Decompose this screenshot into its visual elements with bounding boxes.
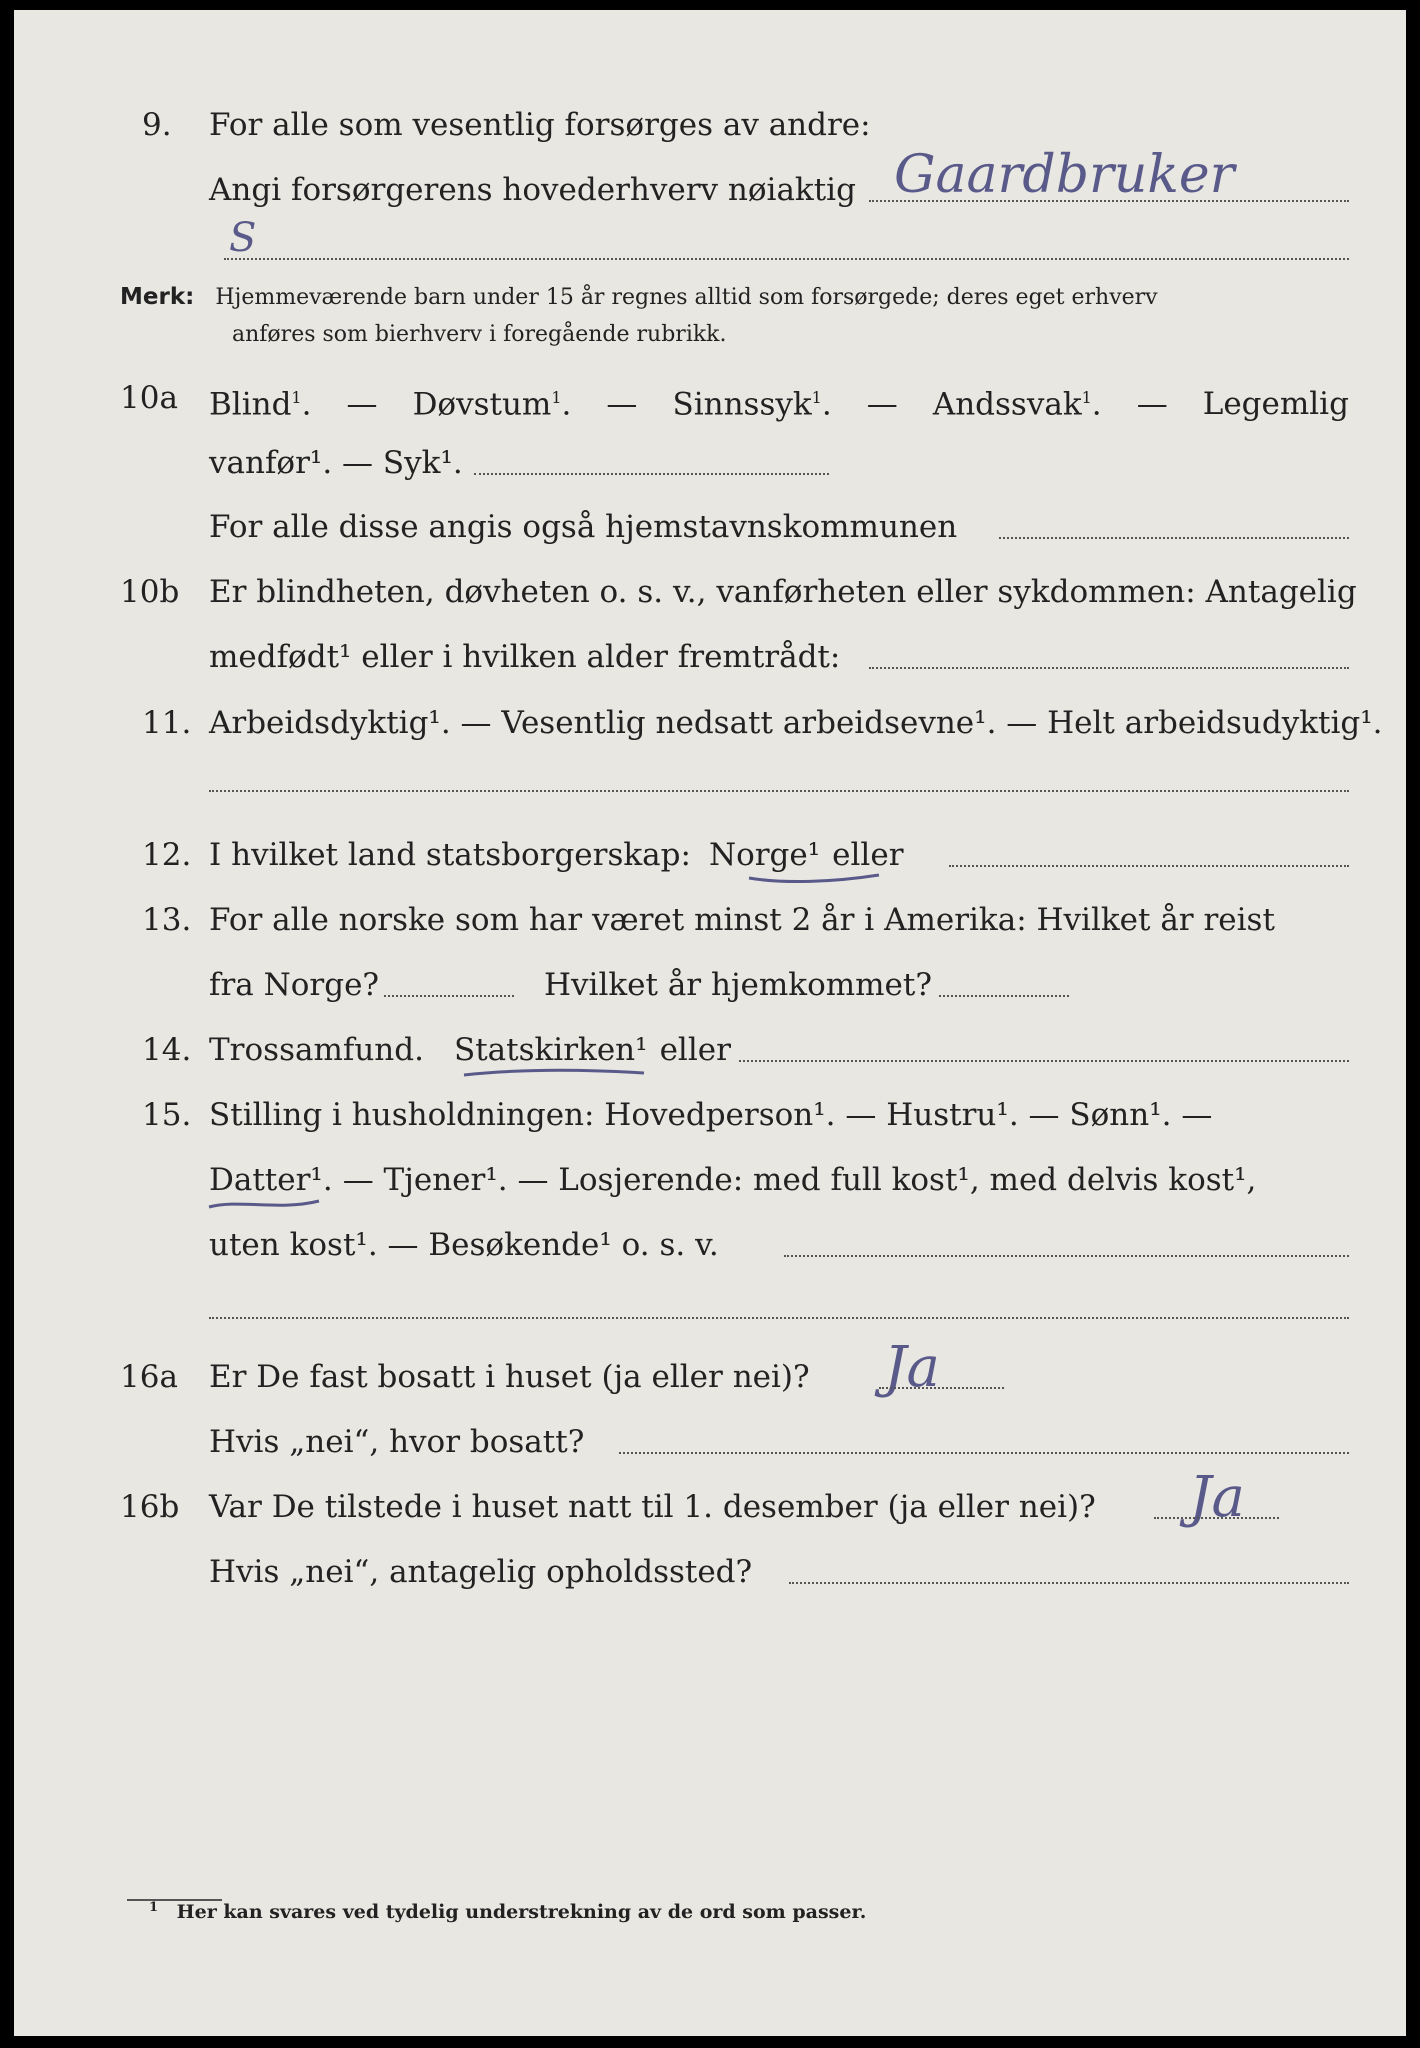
q14-underline-mark <box>459 1063 649 1085</box>
q13-line1: For alle norske som har været minst 2 år i Amerika: Hvilket år reist <box>209 902 1275 938</box>
merk-line1: Hjemmeværende barn under 15 år regnes alltid som forsørgede; deres eget erhverv <box>215 285 1158 310</box>
q10a-item-blind: Blind <box>209 386 292 423</box>
q16b-opholdssted-line <box>789 1582 1349 1584</box>
q12-tail: eller <box>832 837 904 873</box>
q15-answer-line <box>784 1255 1349 1257</box>
q9-handwritten-answer-2: S <box>229 215 257 261</box>
merk-label: Merk: <box>120 284 195 310</box>
q9-answer-line-2 <box>224 258 1349 260</box>
q16a-line1: Er De fast bosatt i huset (ja eller nei)? <box>209 1359 810 1395</box>
q9-number: 9. <box>142 107 172 143</box>
q10a-item-andssvak: Andssvak <box>932 386 1082 423</box>
q14-option-statskirken: Statskirken¹ <box>453 1032 648 1068</box>
q10b-number: 10b <box>120 574 180 610</box>
q12-line <box>209 835 904 875</box>
q16b-line1: Var De tilstede i huset natt til 1. desember (ja eller nei)? <box>209 1489 1096 1525</box>
q12-number: 12. <box>142 837 192 873</box>
q14-number: 14. <box>142 1032 192 1068</box>
q9-line2: Angi forsørgerens hovederhverv nøiaktig <box>209 172 856 208</box>
q16a-number: 16a <box>120 1359 178 1395</box>
q15-underline-mark <box>204 1193 324 1217</box>
q15-line3: uten kost¹. — Besøkende¹ o. s. v. <box>209 1227 719 1263</box>
q16b-number: 16b <box>120 1489 180 1525</box>
q10a-hjemstavn-line <box>999 537 1349 539</box>
q9-line1: For alle som vesentlig forsørges av andre: <box>209 107 871 143</box>
q13-line2b: Hvilket år hjemkommet? <box>544 967 932 1003</box>
footnote-marker: 1 <box>149 1900 159 1915</box>
q15-option-datter: Datter¹. <box>209 1162 333 1198</box>
q13-reist-line <box>384 995 514 997</box>
q10a-item-legemlig: Legemlig <box>1202 386 1349 423</box>
q12-option-norge: Norge¹ <box>708 837 821 873</box>
q13-line2a: fra Norge? <box>209 967 380 1003</box>
q15-line2-row <box>209 1160 1349 1200</box>
q16b-answer-line <box>1154 1517 1279 1519</box>
q16b-handwritten-answer: Ja <box>1189 1465 1245 1530</box>
merk-block <box>120 280 1158 315</box>
q10b-answer-line <box>869 667 1349 669</box>
q15-answer-line-2 <box>209 1317 1349 1319</box>
q11-answer-line <box>209 790 1349 792</box>
q13-number: 13. <box>142 902 192 938</box>
q10a-number: 10a <box>120 380 178 416</box>
q12-text: I hvilket land statsborgerskap: <box>209 837 691 873</box>
footnote <box>149 1900 866 1923</box>
q15-line2: — Tjener¹. — Losjerende: med full kost¹, med delvis kost¹, <box>342 1162 1257 1198</box>
q15-line1: Stilling i husholdningen: Hovedperson¹. — Hustru¹. — Sønn¹. — <box>209 1097 1213 1133</box>
q13-hjemkommet-line <box>939 995 1069 997</box>
q10a-item-dovstum: Døvstum <box>412 386 552 423</box>
q14-label: Trossamfund. <box>209 1032 424 1068</box>
footnote-text: Her kan svares ved tydelig understrekning av de ord som passer. <box>176 1901 867 1924</box>
q16a-handwritten-answer: Ja <box>884 1335 940 1400</box>
q10b-line1: Er blindheten, døvheten o. s. v., vanførheten eller sykdommen: Antagelig <box>209 574 1357 610</box>
q14-tail: eller <box>659 1032 731 1068</box>
q11-number: 11. <box>142 705 192 741</box>
q15-number: 15. <box>142 1097 192 1133</box>
q16a-answer-line <box>879 1387 1004 1389</box>
q16a-line2: Hvis „nei“, hvor bosatt? <box>209 1424 585 1460</box>
form-page <box>14 10 1406 2036</box>
q10a-item-sinnssyk: Sinnssyk <box>672 386 812 423</box>
q14-answer-line <box>739 1060 1349 1062</box>
q11-line1: Arbeidsdyktig¹. — Vesentlig nedsatt arbeidsevne¹. — Helt arbeidsudyktig¹. <box>209 705 1383 741</box>
q16b-line2: Hvis „nei“, antagelig opholdssted? <box>209 1554 753 1590</box>
q10a-line1: Blind$^1$. — Døvstum$^1$. — Sinnssyk$^1$. — Andssvak$^1$. — Legemlig <box>209 386 1349 423</box>
q10a-syk-line <box>474 473 829 475</box>
q16a-bosatt-line <box>619 1452 1349 1454</box>
merk-line2: anføres som bierhverv i foregående rubrikk. <box>232 322 727 347</box>
q9-handwritten-answer: Gaardbruker <box>894 145 1235 205</box>
q10a-line3: For alle disse angis også hjemstavnskommunen <box>209 509 958 545</box>
q10b-line2: medfødt¹ eller i hvilken alder fremtrådt: <box>209 639 841 675</box>
q12-answer-line <box>949 865 1349 867</box>
q10a-line2: vanfør¹. — Syk¹. <box>209 445 463 481</box>
q12-underline-mark <box>744 870 884 890</box>
